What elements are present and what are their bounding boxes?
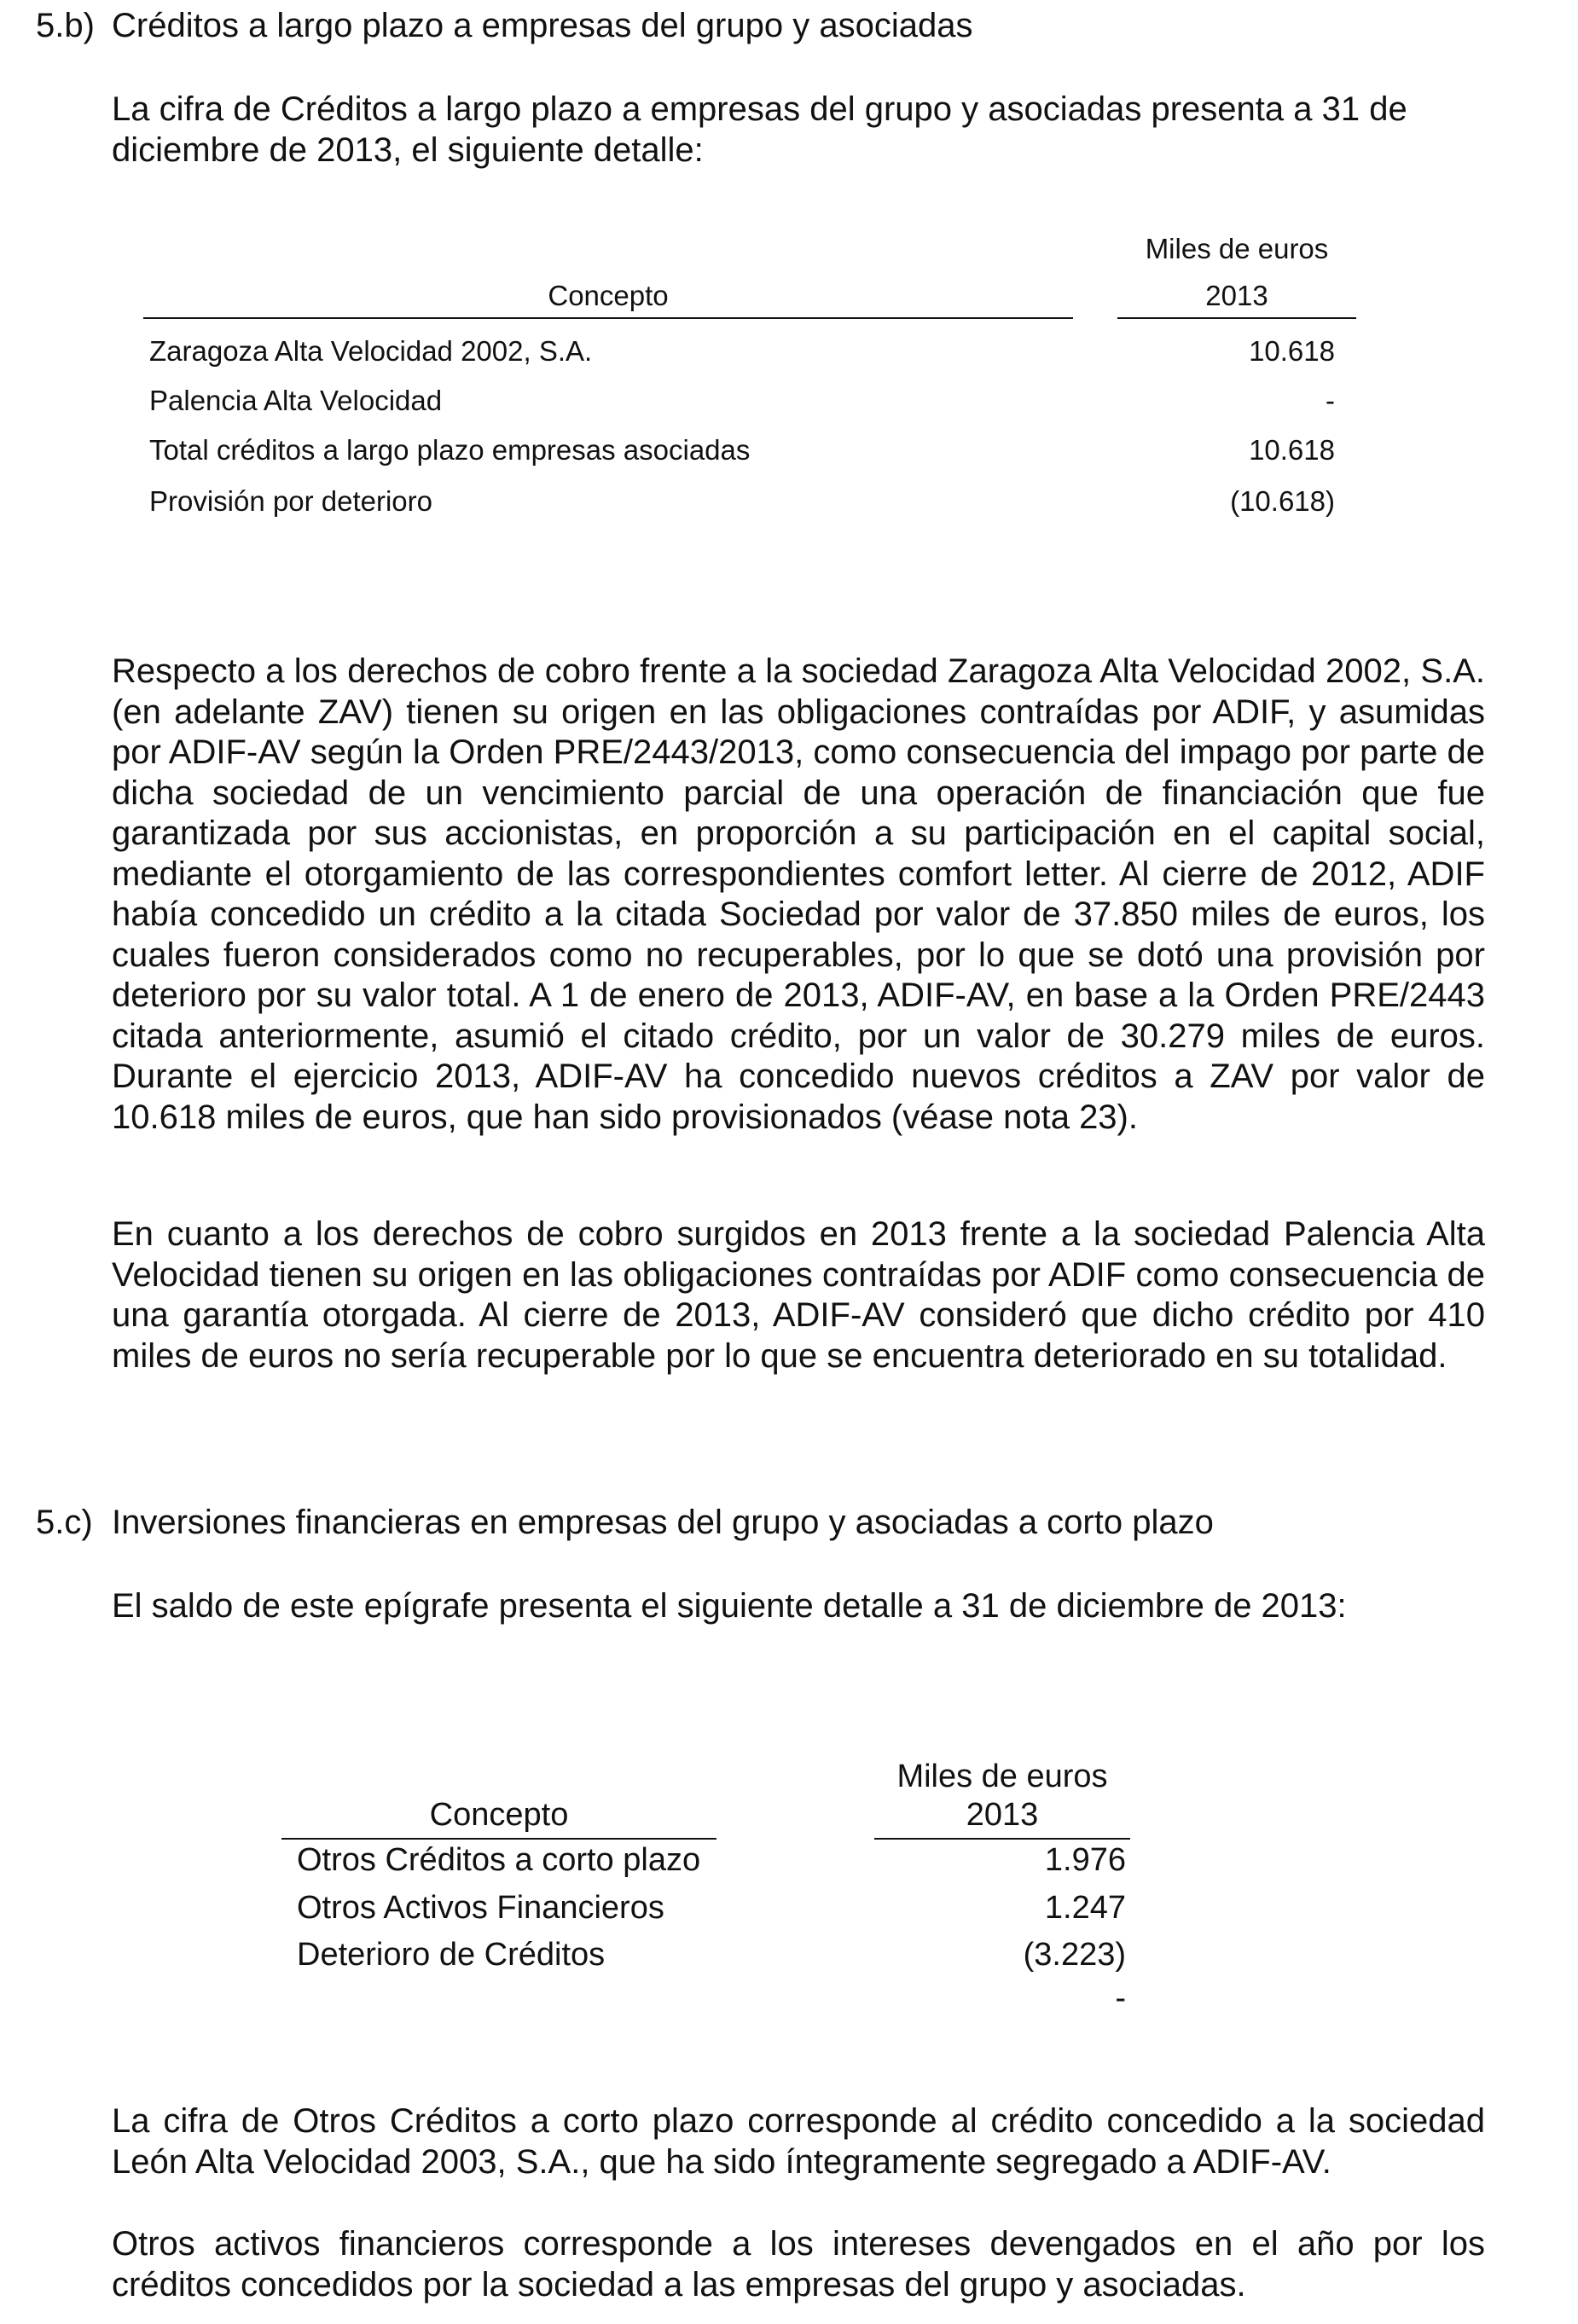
table-row-label: Otros Créditos a corto plazo	[297, 1842, 701, 1878]
table-row-value: 10.618	[1249, 434, 1335, 466]
table-row-label: Zaragoza Alta Velocidad 2002, S.A.	[149, 335, 593, 367]
table-row-value: 1.247	[1044, 1890, 1126, 1926]
section-c-paragraph-1: La cifra de Otros Créditos a corto plazo corresponde al crédito concedido a la sociedad León Alta Velocidad 2003, S.A., que ha sido íntegramente segregado a ADIF-AV.	[112, 2102, 1485, 2181]
section-b-intro: La cifra de Créditos a largo plazo a empresas del grupo y asociadas presenta a 31 de diciembre de 2013, el siguiente detalle:	[112, 90, 1407, 169]
unit-header: Miles de euros	[896, 1759, 1108, 1794]
unit-header: Miles de euros	[1145, 233, 1329, 264]
section-c-paragraph-2: Otros activos financieros corresponde a los intereses devengados en el año por los créditos concedidos por la sociedad a las empresas del grupo y asociadas.	[112, 2225, 1485, 2304]
table-row-value: (10.618)	[1230, 485, 1335, 517]
table-row-label: Palencia Alta Velocidad	[149, 385, 443, 416]
table-row-value: 1.976	[1044, 1842, 1126, 1878]
section-b-paragraph-2: En cuanto a los derechos de cobro surgidos en 2013 frente a la sociedad Palencia Alta Velocidad tienen su origen en las obligaciones contraídas por ADIF como consecuencia de una garantía otorgada. Al cierre de 2013, ADIF-AV consideró que dicho crédito por 410 miles de euros no sería recuperable por lo que se encuentra deteriorado en su totalidad.	[112, 1215, 1485, 1375]
section-c-intro: El saldo de este epígrafe presenta el siguiente detalle a 31 de diciembre de 2013:	[112, 1587, 1347, 1625]
table-row-value: -	[1326, 385, 1335, 416]
table-row-label: Deterioro de Créditos	[297, 1937, 606, 1973]
section-b-title: Créditos a largo plazo a empresas del grupo y asociadas	[112, 7, 973, 44]
concept-header: Concepto	[548, 280, 669, 311]
section-b-paragraph-1: Respecto a los derechos de cobro frente a la sociedad Zaragoza Alta Velocidad 2002, S.A. (en adelante ZAV) tienen su origen en las obligaciones contraídas por ADIF, y asumidas por ADIF-AV según la Orden PRE/2443/2013, como consecuencia del impago por parte de dicha sociedad de un vencimiento parcial de una operación de financiación que fue garantizada por sus accionistas, en proporción a su participación en el capital social, mediante el otorgamiento de las correspondientes comfort letter. Al cierre de 2012, ADIF había concedido un crédito a la citada Sociedad por valor de 37.850 miles de euros, los cuales fueron considerados como no recuperables, por lo que se dotó una provisión por deterioro por su valor total. A 1 de enero de 2013, ADIF-AV, en base a la Orden PRE/2443 citada anteriormente, asumió el citado crédito, por un valor de 30.279 miles de euros. Durante el ejercicio 2013, ADIF-AV ha concedido nuevos créditos a ZAV por valor de 10.618 miles de euros, que han sido provisionados (véase nota 23).	[112, 652, 1485, 1136]
year-header: 2013	[966, 1797, 1039, 1833]
table-total-value: -	[1115, 1980, 1126, 2016]
table-row-label: Total créditos a largo plazo empresas asociadas	[149, 434, 751, 466]
concept-header-rule	[281, 1838, 716, 1840]
table-row-label: Provisión por deterioro	[149, 485, 432, 517]
section-c-title: Inversiones financieras en empresas del grupo y asociadas a corto plazo	[112, 1504, 1214, 1541]
year-header: 2013	[1205, 280, 1268, 311]
year-header-rule	[1117, 317, 1356, 319]
table-row-label: Otros Activos Financieros	[297, 1890, 664, 1926]
year-header-rule	[874, 1838, 1130, 1840]
table-row-value: 10.618	[1249, 335, 1335, 367]
section-b-number: 5.b)	[36, 7, 95, 44]
table-row-value: (3.223)	[1023, 1937, 1126, 1973]
section-c-number: 5.c)	[36, 1504, 93, 1541]
concept-header: Concepto	[429, 1797, 569, 1833]
concept-header-rule	[143, 317, 1073, 319]
